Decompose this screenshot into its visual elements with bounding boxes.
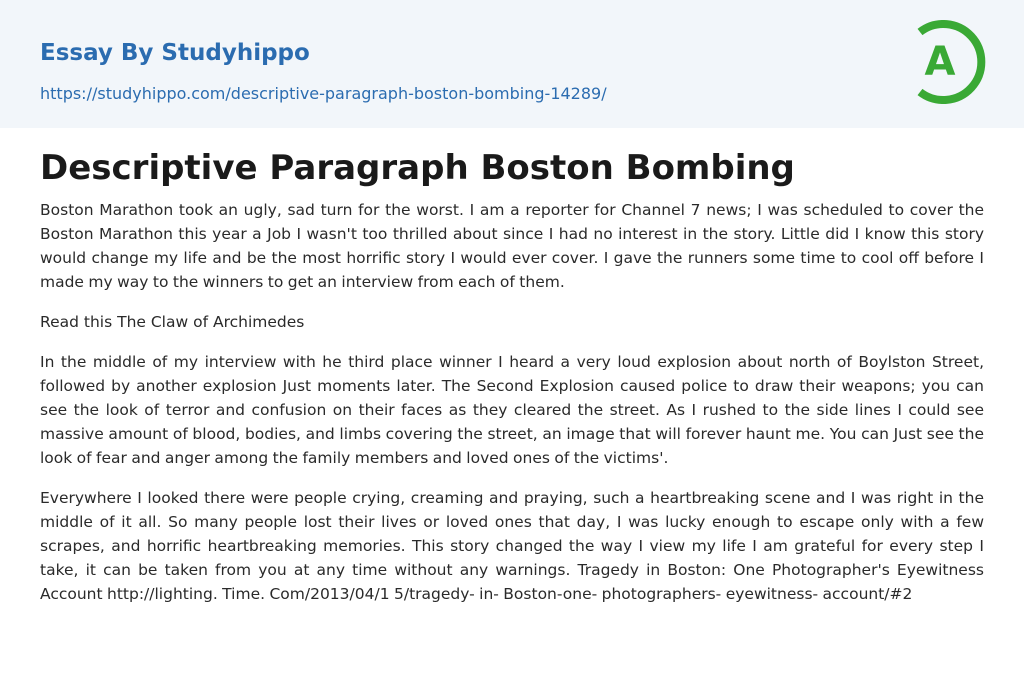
article-paragraph-1: Boston Marathon took an ugly, sad turn for the worst. I am a reporter for Channel 7 news; I was scheduled to cover the Boston Marathon this year a Job I wasn't too thrilled about since I had no interest in the story. Little did I know this story would change my life and be the most horrific story I would ever cover. I gave the runners some time to cool off before I made my way to the winners to get an interview from each of them.	[40, 201, 984, 291]
logo-letter: A	[924, 39, 956, 85]
related-prefix: Read this	[40, 313, 113, 331]
article-paragraph-3: Everywhere I looked there were people crying, creaming and praying, such a heartbreaking scene and I was right in the middle of it all. So many people lost their lives or loved ones that day, I was lucky enough to escape only with a few scrapes, and horrific heartbreaking memories. This story changed the way I view my life I am grateful for every step I take, it can be taken from you at any time without any warnings. Tragedy in Boston: One Photographer's Eyewitness Account http://lighting. Time. Com/2013/04/1 5/tragedy- in- Boston-one- photographers- eyewitness- account/#2	[40, 489, 984, 603]
article-paragraph-2: In the middle of my interview with he third place winner I heard a very loud explosion about north of Boylston Street, followed by another explosion Just moments later. The Second Explosion caused police to draw their weapons; you can see the look of terror and confusion on their faces as they cleared the street. As I rushed to the side lines I could see massive amount of blood, bodies, and limbs covering the street, an image that will forever haunt me. You can Just see the look of fear and anger among the family members and loved ones of the victims'.	[40, 353, 984, 467]
related-essay-link[interactable]: The Claw of Archimedes	[117, 313, 305, 331]
page-header	[0, 0, 1024, 128]
page-title: Descriptive Paragraph Boston Bombing	[40, 148, 795, 188]
related-essay	[40, 310, 984, 334]
brand-title[interactable]: Essay By Studyhippo	[40, 40, 310, 66]
studyhippo-logo-icon[interactable]	[914, 20, 986, 104]
article	[40, 144, 984, 622]
source-url-link[interactable]: https://studyhippo.com/descriptive-paragraph-boston-bombing-14289/	[40, 84, 607, 103]
